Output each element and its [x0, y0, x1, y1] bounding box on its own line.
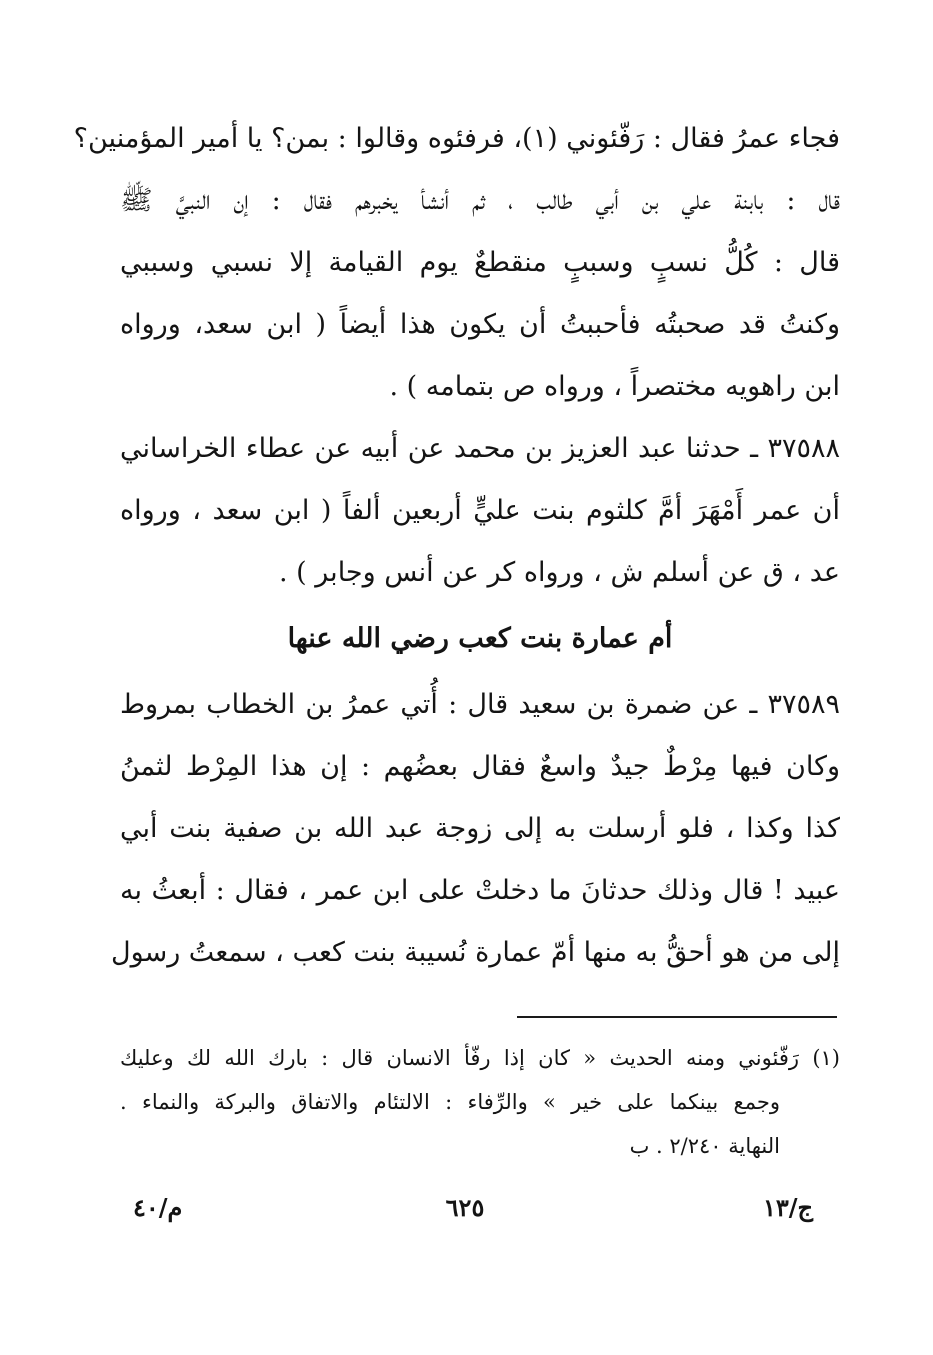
footnote-line: (١) رَفّئوني ومنه الحديث « كان إذا رفّأ الانسان قال : بارك الله لك وعليك: [120, 1046, 840, 1070]
hadith-37589-line: كذا وكذا ، فلو أرسلت به إلى زوجة عبد الله بن صفية بنت أبي: [120, 813, 840, 844]
hadith-37589-line: وكان فيها مِرْطٌ جيدٌ واسعٌ فقال بعضُهم : إن هذا المِرْط لثمنُ: [120, 751, 840, 782]
hadith-37589-line: إلى من هو أحقُّ به منها أمّ عمارة نُسيبة بنت كعب ، سمعتُ رسول: [111, 937, 840, 968]
hadith-37589-line: عبيد ! قال وذلك حدثانَ ما دخلتْ على ابن عمر ، فقال : أبعثُ به: [120, 875, 840, 906]
text-line: وكنتُ قد صحبتُه فأحببتُ أن يكون هذا أيضاً ( ابن سعد، ورواه: [120, 309, 841, 340]
footer-code: م/٤٠: [133, 1193, 183, 1222]
footnote-line: وجمع بينكما على خير » والرِّفاء : الالتئام والاتفاق والبركة والنماء .: [120, 1090, 780, 1114]
hadith-37589-line: ٣٧٥٨٩ ـ عن ضمرة بن سعيد قال : أُتي عمرُ بن الخطاب بمروط: [120, 689, 840, 720]
volume-label: ج/١٣: [762, 1193, 813, 1222]
section-heading: أم عمارة بنت كعب رضي الله عنها: [287, 623, 673, 654]
hadith-37588-line: ٣٧٥٨٨ ـ حدثنا عبد العزيز بن محمد عن أبيه عن عطاء الخراساني: [120, 433, 840, 464]
text-line: ابن راهويه مختصراً ، ورواه ص بتمامه ) .: [389, 371, 840, 402]
text-line: فجاء عمرُ فقال : رَفّئوني (١)، فرفئوه وقالوا : بمن؟ يا أمير المؤمنين؟: [73, 123, 840, 154]
footnote-divider: [517, 1016, 837, 1018]
page-number: ٦٢٥: [445, 1193, 485, 1222]
text-line: قال : كُلُّ نسبٍ وسببٍ منقطعٌ يوم القيامة إلا نسبي وسببي: [120, 247, 840, 278]
footnotes: [120, 1036, 840, 1168]
hadith-37588-line: عد ، ق عن أسلم ش ، ورواه كر عن أنس وجابر ) .: [279, 557, 840, 588]
footnote-line: النهاية ٢/٢٤٠ . ب: [629, 1134, 780, 1158]
hadith-37588-line: أن عمر أَمْهَرَ أمَّ كلثوم بنت عليٍّ أربعين ألفاً ( ابن سعد ، ورواه: [120, 495, 840, 526]
text-line: قال : بابنة علي بن أبي طالب ، ثم أنشأ يخبرهم فقال : إن النبيَّ ﷺ: [120, 185, 840, 216]
main-text: [73, 108, 841, 984]
